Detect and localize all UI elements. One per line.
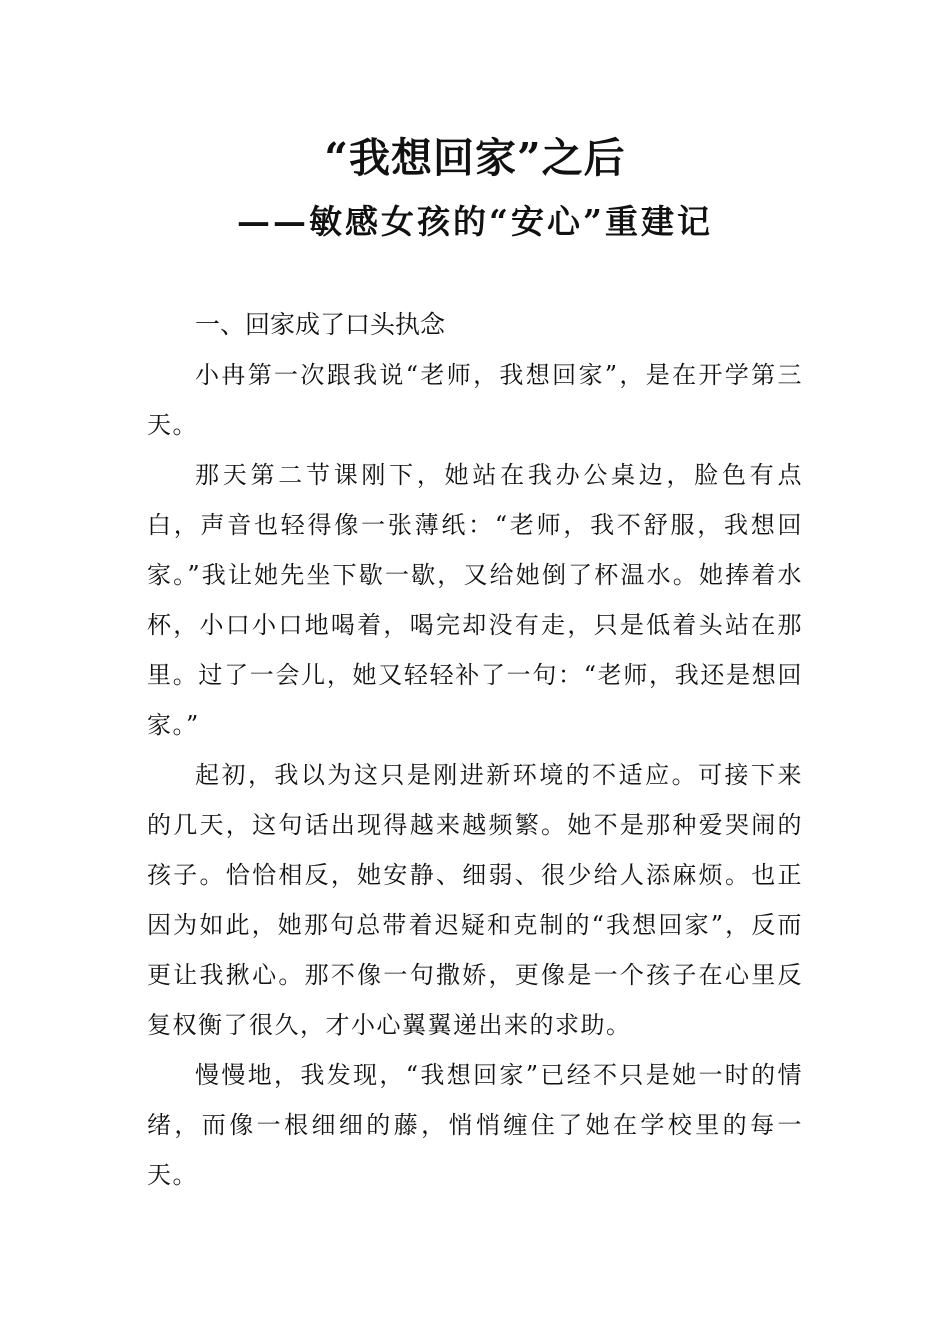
document-subtitle: ——敏感女孩的“安心”重建记 bbox=[237, 202, 713, 241]
section-heading: 一、回家成了口头执念 bbox=[195, 310, 446, 339]
paragraph-4: 慢慢地，我发现，“我想回家”已经不只是她一时的情绪，而像一根细细的藤，悄悄缠住了她在学校里的每一天。 bbox=[147, 1061, 803, 1189]
document-body bbox=[147, 300, 803, 1200]
paragraph-2: 那天第二节课刚下，她站在我办公桌边，脸色有点白，声音也轻得像一张薄纸：“老师，我不舒服，我想回家。”我让她先坐下歇一歇，又给她倒了杯温水。她捧着水杯，小口小口地喝着，喝完却没有走，只是低着头站在那里。过了一会儿，她又轻轻补了一句：“老师，我还是想回家。” bbox=[147, 461, 803, 739]
document-title: “我想回家”之后 bbox=[324, 134, 626, 182]
paragraph-3: 起初，我以为这只是刚进新环境的不适应。可接下来的几天，这句话出现得越来越频繁。她不是那种爱哭闹的孩子。恰恰相反，她安静、细弱、很少给人添麻烦。也正因为如此，她那句总带着迟疑和克制的“我想回家”，反而更让我揪心。那不像一句撒娇，更像是一个孩子在心里反复权衡了很久，才小心翼翼递出来的求助。 bbox=[147, 761, 803, 1039]
paragraph-1: 小冉第一次跟我说“老师，我想回家”，是在开学第三天。 bbox=[147, 361, 803, 439]
